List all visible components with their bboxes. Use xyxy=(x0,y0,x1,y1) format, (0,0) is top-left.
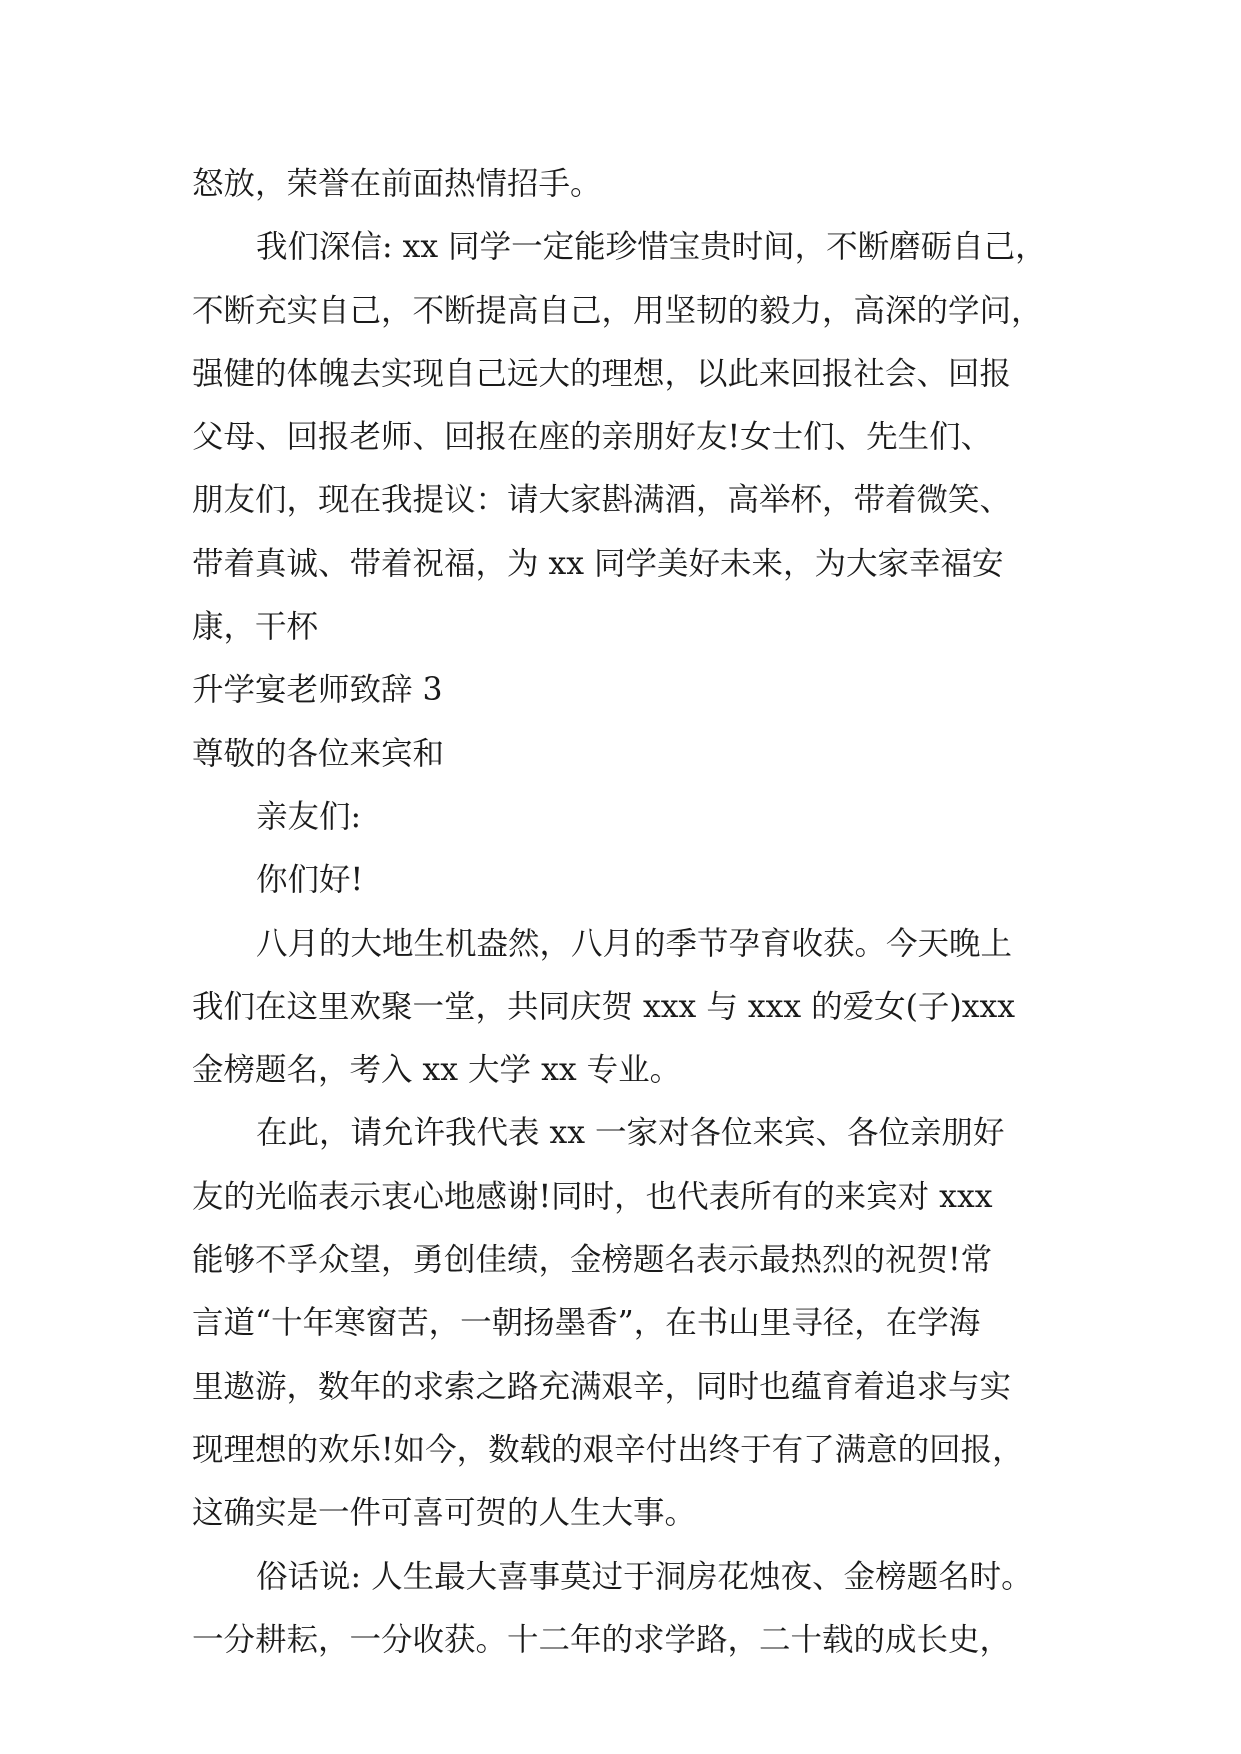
body-line: 现理想的欢乐!如今，数载的艰辛付出终于有了满意的回报， xyxy=(192,1431,1024,1468)
body-line: 友的光临表示衷心地感谢!同时，也代表所有的来宾对 xxx xyxy=(192,1178,993,1215)
greeting-line: 你们好! xyxy=(256,862,364,899)
body-line: 里遨游，数年的求索之路充满艰辛，同时也蕴育着追求与实 xyxy=(192,1368,1012,1405)
body-line: 我们深信: xx 同学一定能珍惜宝贵时间，不断磨砺自己， xyxy=(256,229,1047,266)
body-line: 带着真诚、带着祝福，为 xx 同学美好未来，为大家幸福安 xyxy=(192,545,1004,582)
body-line: 强健的体魄去实现自己远大的理想，以此来回报社会、回报 xyxy=(192,355,1012,392)
body-line: 我们在这里欢聚一堂，共同庆贺 xxx 与 xxx 的爱女(子)xxx xyxy=(192,988,1016,1025)
body-line: 金榜题名，考入 xx 大学 xx 专业。 xyxy=(192,1052,682,1089)
body-line: 怒放，荣誉在前面热情招手。 xyxy=(192,166,602,202)
body-line: 八月的大地生机盎然，八月的季节孕育收获。今天晚上 xyxy=(256,925,1013,962)
body-line: 朋友们，现在我提议：请大家斟满酒，高举杯，带着微笑、 xyxy=(192,482,1012,519)
salutation-line: 尊敬的各位来宾和 xyxy=(192,735,445,772)
body-line: 一分耕耘，一分收获。十二年的求学路，二十载的成长史， xyxy=(192,1621,1012,1658)
body-line: 不断充实自己，不断提高自己，用坚韧的毅力，高深的学问， xyxy=(192,292,1043,329)
body-line: 俗话说: 人生最大喜事莫过于洞房花烛夜、金榜题名时。 xyxy=(256,1558,1033,1595)
body-line: 在此，请允许我代表 xx 一家对各位来宾、各位亲朋好 xyxy=(256,1115,1005,1152)
body-line: 康，干杯 xyxy=(192,609,319,646)
body-line: 这确实是一件可喜可贺的人生大事。 xyxy=(192,1495,697,1532)
document-body xyxy=(192,153,1072,1672)
body-line: 能够不孚众望，勇创佳绩，金榜题名表示最热烈的祝贺!常 xyxy=(192,1242,993,1279)
section-heading: 升学宴老师致辞 3 xyxy=(192,672,443,709)
body-line: 父母、回报老师、回报在座的亲朋好友!女士们、先生们、 xyxy=(192,419,993,456)
salutation-line: 亲友们: xyxy=(256,798,362,835)
body-line: 言道“十年寒窗苦，一朝扬墨香”，在书山里寻径，在学海 xyxy=(192,1305,981,1342)
